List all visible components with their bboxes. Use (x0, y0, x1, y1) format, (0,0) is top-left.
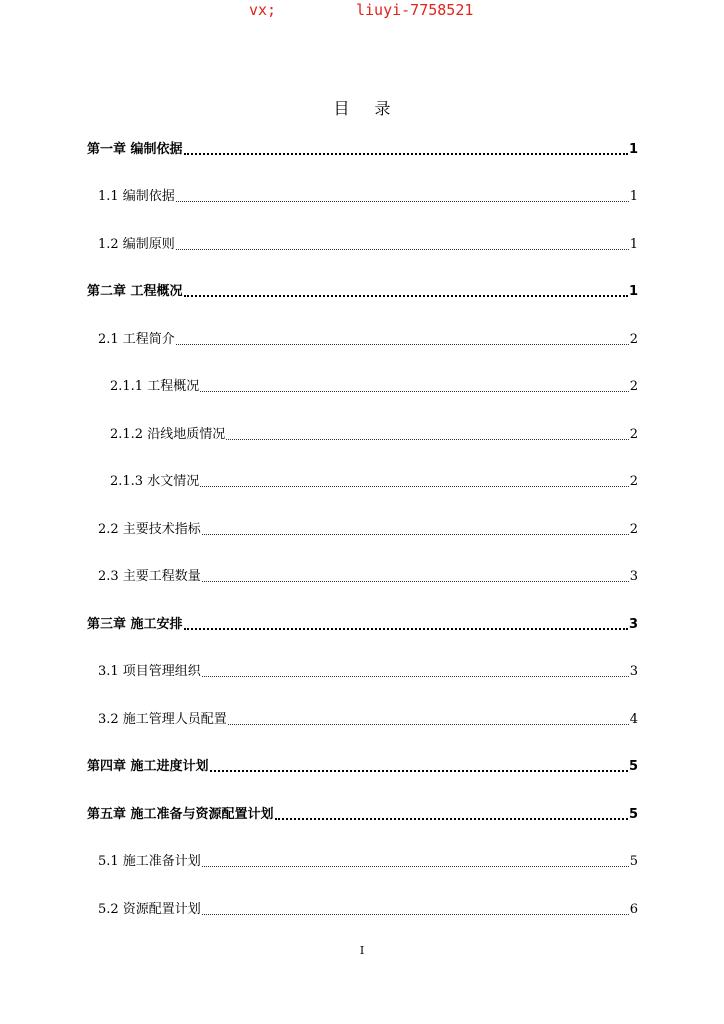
toc-entry[interactable] (87, 755, 638, 775)
dot-leader (202, 910, 629, 915)
dot-leader (176, 197, 629, 202)
toc-entry-page: 3 (629, 569, 638, 584)
dot-leader (228, 720, 629, 725)
toc-entry[interactable] (98, 708, 638, 728)
toc-entry-label: 2.3 主要工程数量 (98, 569, 201, 584)
toc-entry-page: 1 (629, 189, 638, 204)
watermark-contact-id: liuyi-7758521 (356, 1, 474, 19)
toc-entry-label: 第一章 编制依据 (87, 142, 183, 157)
toc-entry-page: 1 (628, 284, 638, 299)
toc-entry-label: 1.2 编制原则 (98, 237, 175, 252)
toc-title: 目 录 (333, 99, 401, 118)
toc-entry-label: 第三章 施工安排 (87, 617, 183, 632)
toc-entry[interactable] (98, 328, 638, 348)
toc-entry[interactable] (98, 233, 638, 253)
watermark (0, 0, 724, 22)
dot-leader (202, 577, 629, 582)
dot-leader (275, 814, 628, 820)
toc-entry-label: 2.2 主要技术指标 (98, 522, 201, 537)
dot-leader (200, 482, 629, 487)
toc-entry-page: 4 (629, 712, 638, 727)
toc-entry-page: 2 (629, 379, 638, 394)
toc-entry[interactable] (87, 280, 638, 300)
toc-entry-page: 1 (628, 142, 638, 157)
toc-entry-page: 2 (629, 474, 638, 489)
dot-leader (202, 672, 629, 677)
toc-entry[interactable] (98, 850, 638, 870)
dot-leader (184, 149, 628, 155)
toc-entry[interactable] (110, 423, 638, 443)
toc-entry-label: 2.1.2 沿线地质情况 (110, 427, 226, 442)
dot-leader (226, 435, 629, 440)
toc-entry-label: 3.1 项目管理组织 (98, 664, 201, 679)
toc-entry-page: 2 (629, 332, 638, 347)
toc-entry-label: 2.1.3 水文情况 (110, 474, 200, 489)
toc-entry-page: 3 (629, 664, 638, 679)
toc-entry[interactable] (98, 660, 638, 680)
toc-entry-page: 2 (629, 427, 638, 442)
toc-entry[interactable] (98, 185, 638, 205)
toc-entry[interactable] (110, 470, 638, 490)
toc-entry[interactable] (98, 518, 638, 538)
dot-leader (210, 766, 628, 772)
toc-entry-page: 6 (629, 902, 638, 917)
dot-leader (184, 624, 628, 630)
toc-entry-page: 5 (628, 807, 638, 822)
dot-leader (184, 291, 628, 297)
toc-entry-label: 2.1 工程简介 (98, 332, 175, 347)
toc-entry[interactable] (87, 613, 638, 633)
toc-entry-page: 1 (629, 237, 638, 252)
toc-entry-page: 2 (629, 522, 638, 537)
toc-entry-label: 2.1.1 工程概况 (110, 379, 200, 394)
page-number: I (359, 944, 365, 957)
toc-entry[interactable] (87, 803, 638, 823)
toc-entry-page: 3 (628, 617, 638, 632)
watermark-contact-label: vx; (249, 1, 277, 19)
toc-entry[interactable] (98, 898, 638, 918)
toc-entry[interactable] (87, 138, 638, 158)
toc-entry-label: 第二章 工程概况 (87, 284, 183, 299)
dot-leader (200, 387, 629, 392)
toc-entry-page: 5 (629, 854, 638, 869)
toc-entry-page: 5 (628, 759, 638, 774)
dot-leader (202, 862, 629, 867)
dot-leader (176, 340, 629, 345)
toc-entry-label: 1.1 编制依据 (98, 189, 175, 204)
dot-leader (202, 530, 629, 535)
dot-leader (176, 245, 629, 250)
toc-entry-label: 5.1 施工准备计划 (98, 854, 201, 869)
toc-entry-label: 第五章 施工准备与资源配置计划 (87, 807, 274, 822)
toc-entry[interactable] (110, 375, 638, 395)
toc-entry-label: 5.2 资源配置计划 (98, 902, 201, 917)
toc-entry-label: 3.2 施工管理人员配置 (98, 712, 227, 727)
toc-entry[interactable] (98, 565, 638, 585)
toc-entry-label: 第四章 施工进度计划 (87, 759, 209, 774)
